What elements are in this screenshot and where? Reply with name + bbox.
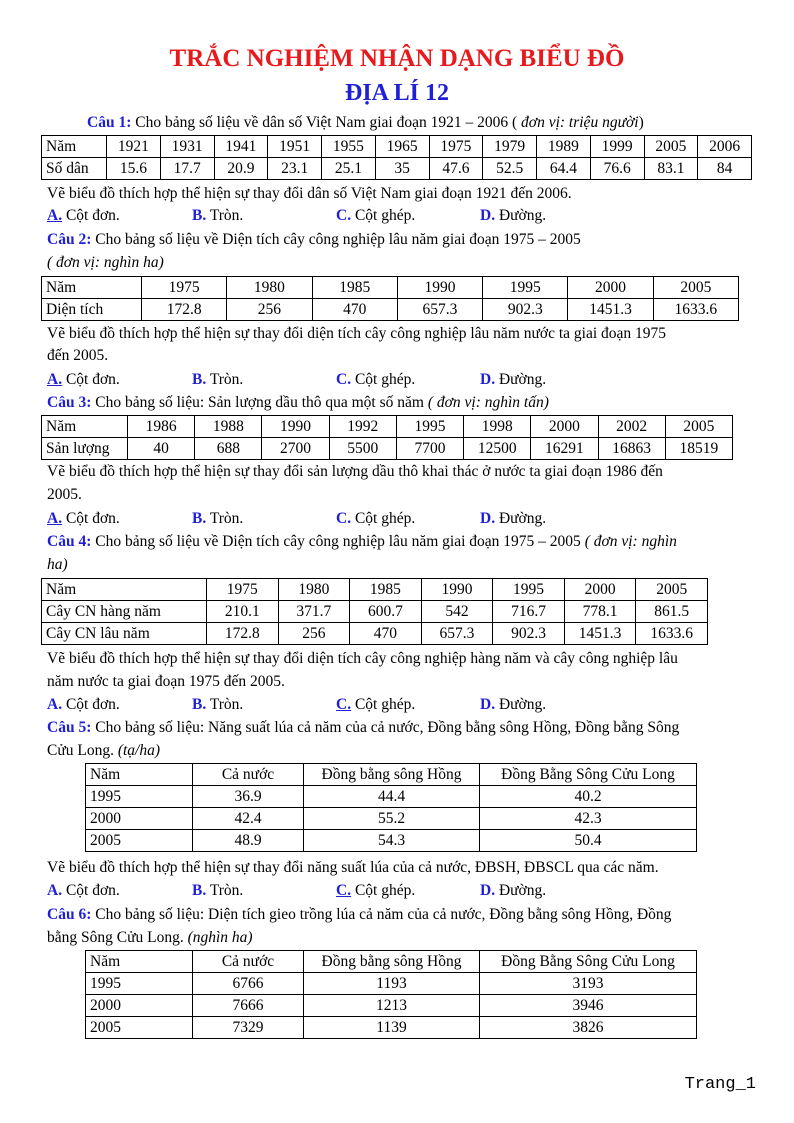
question-5-options	[47, 881, 787, 901]
option-d-letter: D.	[480, 371, 496, 388]
option-b-letter: B.	[192, 510, 207, 527]
question-6-unit: (nghìn ha)	[187, 929, 253, 946]
question-2-prompt-line-2: đến 2005.	[47, 347, 109, 364]
table-cell: 1995	[396, 416, 463, 438]
table-cell: 1979	[483, 136, 537, 158]
option-d-letter: D.	[480, 882, 496, 899]
table-cell: 7666	[193, 995, 304, 1017]
option-a	[47, 370, 120, 390]
table-cell: 5500	[329, 438, 396, 460]
table-row	[86, 973, 697, 995]
table-cell: 1633.6	[653, 299, 738, 321]
table-cell: Đồng bằng sông Hồng	[304, 764, 480, 786]
table-cell: 55.2	[304, 808, 480, 830]
table-cell: 2000	[568, 277, 653, 299]
table-cell: 1980	[278, 579, 350, 601]
table-cell: 1451.3	[568, 299, 653, 321]
question-4-prompt-line-2: năm nước ta giai đoạn 1975 đến 2005.	[47, 673, 285, 690]
question-3-options	[47, 509, 787, 529]
table-header-row	[86, 951, 697, 973]
table-cell: 1995	[483, 277, 568, 299]
question-5-label: Câu 5:	[47, 719, 92, 736]
option-d-text: Đường.	[498, 696, 547, 713]
option-b-text: Tròn.	[209, 371, 244, 388]
question-5-unit: (tạ/ha)	[117, 742, 161, 759]
table-cell: 18519	[665, 438, 732, 460]
table-row-label: Cây CN lâu năm	[42, 623, 207, 645]
option-b-letter: B.	[192, 882, 207, 899]
table-cell: 1975	[429, 136, 483, 158]
table-cell: 1989	[537, 136, 591, 158]
question-1-options	[47, 206, 787, 226]
option-a	[47, 206, 120, 226]
table-cell: 688	[195, 438, 262, 460]
question-3-unit: ( đơn vị: nghìn tấn)	[427, 394, 549, 411]
option-c-letter: C.	[336, 696, 352, 713]
option-d-text: Đường.	[498, 207, 547, 224]
question-5-text-2: Cửu Long.	[47, 742, 118, 759]
table-row-label: Năm	[42, 579, 207, 601]
table-row-label: 2000	[86, 995, 193, 1017]
table-cell: 12500	[464, 438, 531, 460]
option-d	[480, 881, 546, 901]
option-a	[47, 695, 120, 715]
table-cell: 371.7	[278, 601, 350, 623]
question-2-unit: ( đơn vị: nghìn ha)	[47, 254, 164, 271]
table-cell: 716.7	[493, 601, 565, 623]
question-5-table	[85, 763, 697, 852]
table-cell: 1193	[304, 973, 480, 995]
question-3-header	[47, 393, 549, 413]
option-c-text: Cột ghép.	[354, 207, 416, 224]
option-c-text: Cột ghép.	[354, 371, 416, 388]
question-4-header	[47, 532, 677, 552]
table-row	[86, 808, 697, 830]
question-2-table	[41, 276, 739, 321]
table-cell: 1921	[107, 136, 161, 158]
table-cell: 778.1	[564, 601, 636, 623]
table-cell: 1995	[493, 579, 565, 601]
option-a-letter: A.	[47, 510, 63, 527]
table-cell: 50.4	[480, 830, 697, 852]
table-cell: 1998	[464, 416, 531, 438]
table-cell: 2006	[698, 136, 752, 158]
option-d	[480, 206, 546, 226]
option-c-letter: C.	[336, 207, 352, 224]
table-cell: 42.4	[193, 808, 304, 830]
question-4-text: Cho bảng số liệu về Diện tích cây công nghiệp lâu năm giai đoạn 1975 – 2005	[91, 533, 585, 550]
table-row-label: 1995	[86, 786, 193, 808]
table-cell: 1988	[195, 416, 262, 438]
table-row-label: Năm	[42, 416, 128, 438]
table-cell: 1975	[207, 579, 279, 601]
table-row-label: Diện tích	[42, 299, 142, 321]
option-d	[480, 509, 546, 529]
question-2-options	[47, 370, 787, 390]
table-row	[42, 158, 752, 180]
table-cell: 3826	[480, 1017, 697, 1039]
question-3-prompt-line-2: 2005.	[47, 486, 82, 503]
question-4-prompt-line-1: Vẽ biểu đồ thích hợp thể hiện sự thay đổi diện tích cây công nghiệp hàng năm và cây công nghiệp lâu	[47, 650, 678, 667]
table-cell: 2005	[665, 416, 732, 438]
table-cell: 2005	[653, 277, 738, 299]
table-cell: 44.4	[304, 786, 480, 808]
question-6-text-2: bằng Sông Cửu Long.	[47, 929, 188, 946]
question-4-unit: ( đơn vị: nghìn	[584, 533, 677, 550]
page-title: TRẮC NGHIỆM NHẬN DẠNG BIỂU ĐỒ	[169, 45, 625, 72]
table-cell: 20.9	[214, 158, 268, 180]
option-a-letter: A.	[47, 371, 63, 388]
option-b-letter: B.	[192, 371, 207, 388]
table-cell: 15.6	[107, 158, 161, 180]
table-cell: 256	[227, 299, 312, 321]
option-c-text: Cột ghép.	[354, 696, 416, 713]
table-cell: 1980	[227, 277, 312, 299]
table-row-label: Năm	[42, 277, 142, 299]
table-header-row	[86, 764, 697, 786]
table-cell: 1213	[304, 995, 480, 1017]
table-row-label: Sản lượng	[42, 438, 128, 460]
option-b	[192, 370, 243, 390]
table-cell: 2000	[564, 579, 636, 601]
question-1-table	[41, 135, 752, 180]
table-cell: 42.3	[480, 808, 697, 830]
table-cell: 2005	[644, 136, 698, 158]
option-a-text: Cột đơn.	[65, 510, 120, 527]
table-row	[86, 1017, 697, 1039]
table-cell: 2005	[636, 579, 708, 601]
table-cell: 172.8	[207, 623, 279, 645]
table-cell: 657.3	[421, 623, 493, 645]
option-b-text: Tròn.	[209, 882, 244, 899]
question-1-prompt: Vẽ biểu đồ thích hợp thể hiện sự thay đổi dân số Việt Nam giai đoạn 1921 đến 2006.	[47, 185, 572, 202]
table-cell: 1965	[375, 136, 429, 158]
option-a-letter: A.	[47, 882, 63, 899]
table-cell: 1931	[160, 136, 214, 158]
table-cell: 1975	[142, 277, 227, 299]
option-a-text: Cột đơn.	[65, 696, 120, 713]
table-row-label: Số dân	[42, 158, 107, 180]
table-cell: 172.8	[142, 299, 227, 321]
question-3-prompt-line-1: Vẽ biểu đồ thích hợp thể hiện sự thay đổi sản lượng dầu thô khai thác ở nước ta giai đoạn 1986 đến	[47, 463, 663, 480]
table-cell: 6766	[193, 973, 304, 995]
option-b-text: Tròn.	[209, 696, 244, 713]
table-header-row	[42, 416, 733, 438]
table-cell: 1992	[329, 416, 396, 438]
table-cell: Cả nước	[193, 951, 304, 973]
question-4-options	[47, 695, 787, 715]
table-cell: 657.3	[397, 299, 482, 321]
table-cell: 40.2	[480, 786, 697, 808]
option-b	[192, 206, 243, 226]
question-1-unit: đơn vị: triệu người	[521, 114, 639, 131]
table-cell: 64.4	[537, 158, 591, 180]
question-1-text: Cho bảng số liệu về dân số Việt Nam giai đoạn 1921 – 2006 (	[131, 114, 522, 131]
table-cell: 2700	[262, 438, 329, 460]
option-c-letter: C.	[336, 882, 352, 899]
table-row-label: Cây CN hàng năm	[42, 601, 207, 623]
table-cell: 1941	[214, 136, 268, 158]
question-2-header	[47, 230, 581, 250]
option-b-letter: B.	[192, 696, 207, 713]
table-cell: 902.3	[493, 623, 565, 645]
table-cell: 1955	[322, 136, 376, 158]
question-3-table	[41, 415, 733, 460]
question-5-header-line-2	[47, 741, 160, 761]
table-cell: 7700	[396, 438, 463, 460]
option-c	[336, 695, 415, 715]
table-cell: 1999	[590, 136, 644, 158]
option-b-letter: B.	[192, 207, 207, 224]
option-b	[192, 695, 243, 715]
table-cell: 47.6	[429, 158, 483, 180]
page-subtitle: ĐỊA LÍ 12	[344, 80, 450, 106]
table-cell: 470	[350, 623, 422, 645]
table-cell: 83.1	[644, 158, 698, 180]
table-cell: 1990	[421, 579, 493, 601]
table-cell: 1139	[304, 1017, 480, 1039]
question-6-text: Cho bảng số liệu: Diện tích gieo trồng lúa cả năm của cả nước, Đồng bằng sông Hồng, Đồng	[91, 906, 672, 923]
table-cell: 3946	[480, 995, 697, 1017]
table-cell: 3193	[480, 973, 697, 995]
table-row-label: 2000	[86, 808, 193, 830]
table-cell: 17.7	[160, 158, 214, 180]
table-cell: Đồng Bằng Sông Cửu Long	[480, 951, 697, 973]
table-cell: 210.1	[207, 601, 279, 623]
option-c-letter: C.	[336, 371, 352, 388]
option-b-text: Tròn.	[209, 510, 244, 527]
table-cell: Đồng Bằng Sông Cửu Long	[480, 764, 697, 786]
question-5-prompt: Vẽ biểu đồ thích hợp thể hiện sự thay đổi năng suất lúa của cả nước, ĐBSH, ĐBSCL qua các năm.	[47, 859, 659, 876]
question-3-text: Cho bảng số liệu: Sản lượng dầu thô qua một số năm	[91, 394, 428, 411]
question-6-header-line-2	[47, 928, 253, 948]
page-number: Trang_1	[684, 1075, 756, 1094]
table-cell: 36.9	[193, 786, 304, 808]
table-cell: 1633.6	[636, 623, 708, 645]
table-row-label: Năm	[86, 951, 193, 973]
table-row-label: Năm	[42, 136, 107, 158]
question-4-table	[41, 578, 708, 645]
table-cell: 48.9	[193, 830, 304, 852]
table-cell: 1986	[128, 416, 195, 438]
table-cell: 1990	[262, 416, 329, 438]
table-cell: 600.7	[350, 601, 422, 623]
option-d-letter: D.	[480, 696, 496, 713]
option-c-text: Cột ghép.	[354, 882, 416, 899]
option-d-text: Đường.	[498, 882, 547, 899]
option-c	[336, 370, 415, 390]
option-a-text: Cột đơn.	[65, 882, 120, 899]
option-b-text: Tròn.	[209, 207, 244, 224]
option-a-letter: A.	[47, 696, 63, 713]
table-cell: 16291	[531, 438, 598, 460]
option-a-text: Cột đơn.	[65, 371, 120, 388]
table-header-row	[42, 579, 708, 601]
table-row	[86, 786, 697, 808]
table-cell: 1451.3	[564, 623, 636, 645]
table-row-label: 2005	[86, 830, 193, 852]
option-a-text: Cột đơn.	[65, 207, 120, 224]
option-a-letter: A.	[47, 207, 63, 224]
table-row-label: 1995	[86, 973, 193, 995]
table-cell: Cả nước	[193, 764, 304, 786]
question-2-prompt-line-1: Vẽ biểu đồ thích hợp thể hiện sự thay đổi diện tích cây công nghiệp lâu năm nước ta giai đoạn 1975	[47, 325, 667, 342]
table-cell: 23.1	[268, 158, 322, 180]
table-cell: 35	[375, 158, 429, 180]
option-c-letter: C.	[336, 510, 352, 527]
table-cell: 54.3	[304, 830, 480, 852]
table-cell: 40	[128, 438, 195, 460]
table-cell: 2000	[531, 416, 598, 438]
option-c	[336, 881, 415, 901]
option-d-text: Đường.	[498, 371, 547, 388]
table-row-label: 2005	[86, 1017, 193, 1039]
question-4-label: Câu 4:	[47, 533, 92, 550]
option-b	[192, 509, 243, 529]
table-cell: 1985	[312, 277, 397, 299]
table-header-row	[42, 136, 752, 158]
question-6-header	[47, 905, 671, 925]
option-d	[480, 695, 546, 715]
question-2-text: Cho bảng số liệu về Diện tích cây công nghiệp lâu năm giai đoạn 1975 – 2005	[91, 231, 581, 248]
table-cell: 861.5	[636, 601, 708, 623]
table-cell: 902.3	[483, 299, 568, 321]
question-4-unit-line: ha)	[47, 556, 68, 573]
table-row	[86, 995, 697, 1017]
option-d	[480, 370, 546, 390]
question-5-header	[47, 718, 679, 738]
question-6-label: Câu 6:	[47, 906, 92, 923]
question-1-text-end: )	[638, 114, 644, 131]
table-row	[42, 623, 708, 645]
table-cell: 7329	[193, 1017, 304, 1039]
question-1-header	[87, 113, 644, 133]
table-row	[42, 299, 739, 321]
table-cell: 84	[698, 158, 752, 180]
table-cell: 25.1	[322, 158, 376, 180]
option-c	[336, 509, 415, 529]
table-cell: 16863	[598, 438, 665, 460]
option-d-letter: D.	[480, 207, 496, 224]
option-a	[47, 509, 120, 529]
question-6-table	[85, 950, 697, 1039]
table-cell: Đồng bằng sông Hồng	[304, 951, 480, 973]
question-5-text: Cho bảng số liệu: Năng suất lúa cả năm của cả nước, Đồng bằng sông Hồng, Đồng bằng Sông	[91, 719, 680, 736]
table-cell: 470	[312, 299, 397, 321]
option-a	[47, 881, 120, 901]
option-b	[192, 881, 243, 901]
question-2-label: Câu 2:	[47, 231, 92, 248]
table-row	[42, 438, 733, 460]
table-cell: 76.6	[590, 158, 644, 180]
table-cell: 1990	[397, 277, 482, 299]
option-d-letter: D.	[480, 510, 496, 527]
table-cell: 52.5	[483, 158, 537, 180]
table-row-label: Năm	[86, 764, 193, 786]
option-c-text: Cột ghép.	[354, 510, 416, 527]
option-d-text: Đường.	[498, 510, 547, 527]
table-row	[86, 830, 697, 852]
option-c	[336, 206, 415, 226]
table-header-row	[42, 277, 739, 299]
table-cell: 256	[278, 623, 350, 645]
question-1-label: Câu 1:	[87, 114, 132, 131]
table-cell: 2002	[598, 416, 665, 438]
question-3-label: Câu 3:	[47, 394, 92, 411]
table-cell: 542	[421, 601, 493, 623]
table-row	[42, 601, 708, 623]
table-cell: 1985	[350, 579, 422, 601]
table-cell: 1951	[268, 136, 322, 158]
